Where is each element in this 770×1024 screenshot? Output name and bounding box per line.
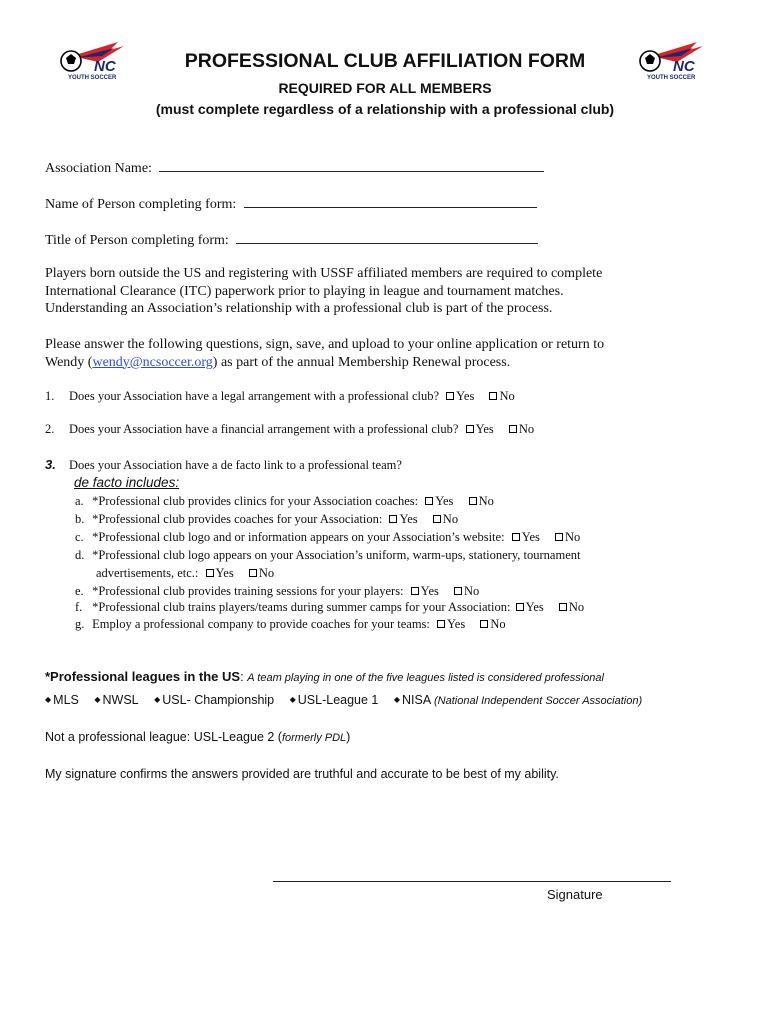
league-usl-championship [154,693,274,707]
subitem-d [75,548,580,563]
question-number: 2. [45,422,55,436]
intro-line-with-email [45,354,604,372]
leagues-heading-note: A team playing in one of the five leagues listed is considered professional [247,672,604,684]
intro-text: ) as part of the annual Membership Renewal process. [212,354,511,370]
no-label: No [490,617,506,631]
intro-paragraph-1 [45,265,602,318]
no-option[interactable] [555,530,580,544]
no-option[interactable] [469,494,494,508]
subitem-text: *Professional club provides coaches for your Association: [92,512,383,526]
professional-leagues-heading: *Professional leagues in the US: A team playing in one of the five leagues listed is considered professional [45,669,604,684]
email-link[interactable]: wendy@ncsoccer.org [92,354,213,370]
question-number: 3. [45,457,56,472]
yes-option[interactable] [437,617,465,631]
no-label: No [499,389,515,403]
league-name: NISA [402,693,431,707]
subitem-letter: a. [75,494,84,508]
no-label: No [464,584,480,598]
logo-subtext: YOUTH SOCCER [647,75,696,81]
subitem-a [75,494,494,509]
yes-label: Yes [435,494,454,508]
no-option[interactable] [433,512,458,526]
yes-option[interactable] [206,566,234,580]
checkbox-icon[interactable] [466,425,474,433]
diamond-bullet-icon: ◆ [45,695,52,704]
yes-label: Yes [447,617,466,631]
checkbox-icon[interactable] [437,620,445,628]
no-label: No [565,530,581,544]
subitem-text: Employ a professional company to provide coaches for your teams: [92,617,430,631]
yes-label: Yes [521,530,540,544]
leagues-heading-text: *Professional leagues in the US [45,669,241,684]
professional-leagues-list [45,693,654,707]
diamond-bullet-icon: ◆ [289,695,296,704]
association-name-field[interactable] [159,157,544,172]
subitem-letter: c. [75,530,84,544]
diamond-bullet-icon: ◆ [94,695,101,704]
no-label: No [568,600,585,614]
checkbox-icon[interactable] [489,392,497,400]
subitem-g [75,617,506,632]
no-label: No [442,512,459,526]
subitem-letter: f. [75,600,83,614]
checkbox-icon[interactable] [469,497,477,505]
subitem-f [75,600,584,615]
signature-confirmation: My signature confirms the answers provided are truthful and accurate to be best of my ability. [45,767,559,781]
not-pro-text: ) [346,730,351,744]
yes-label: Yes [399,512,418,526]
yes-option[interactable] [411,584,439,598]
intro-line: International Clearance (ITC) paperwork prior to playing in league and tournament matches. [45,283,564,299]
no-label: No [518,422,535,436]
yes-label: Yes [475,422,494,436]
subitem-letter: e. [75,584,84,598]
no-label: No [478,494,494,508]
checkbox-icon[interactable] [512,533,520,541]
checkbox-icon[interactable] [559,603,567,611]
subitem-d-continued [96,566,274,581]
league-nwsl [94,693,138,707]
yes-option[interactable] [466,422,494,436]
question-3 [45,457,402,473]
league-mls [45,693,79,707]
no-label: No [258,566,275,580]
person-name-label: Name of Person completing form: [45,197,237,212]
form-title: PROFESSIONAL CLUB AFFILIATION FORM [184,50,586,72]
signature-line[interactable] [273,881,671,882]
checkbox-icon[interactable] [446,392,454,400]
de-facto-label: de facto includes: [74,475,180,490]
subitem-text: *Professional club logo and or information appears on your Association’s website: [92,530,505,544]
subitem-text: *Professional club logo appears on your Association’s uniform, warm-ups, stationery, tournament [92,548,581,562]
yes-label: Yes [215,566,234,580]
question-number: 1. [45,389,55,403]
subitem-e [75,584,479,599]
checkbox-icon[interactable] [555,533,563,541]
diamond-bullet-icon: ◆ [393,695,401,704]
person-title-row [45,229,538,249]
question-1 [45,389,515,404]
logo-nc-text: NC [673,58,695,75]
no-option[interactable] [480,617,505,631]
checkbox-icon[interactable] [509,425,517,433]
league-usl-league-1 [290,693,379,707]
logo-subtext: YOUTH SOCCER [68,75,117,81]
yes-label: Yes [420,584,439,598]
checkbox-icon[interactable] [425,497,433,505]
subitem-letter: d. [75,548,85,562]
league-nisa [394,693,642,707]
checkbox-icon[interactable] [411,587,419,595]
league-name: NWSL [102,693,139,707]
no-option[interactable] [454,584,479,598]
diamond-bullet-icon: ◆ [154,695,161,704]
form-subtitle-required: REQUIRED FOR ALL MEMBERS [278,80,492,96]
checkbox-icon[interactable] [480,620,488,628]
checkbox-icon[interactable] [206,569,214,577]
no-option[interactable] [559,600,584,614]
subitem-letter: g. [75,617,85,631]
checkbox-icon[interactable] [249,569,257,577]
yes-label: Yes [456,389,475,403]
form-subtitle-note: (must complete regardless of a relationship with a professional club) [155,101,615,117]
checkbox-icon[interactable] [516,603,524,611]
league-name: USL- Championship [162,693,275,707]
not-professional-league [45,730,350,744]
subitem-b [75,512,458,527]
checkbox-icon[interactable] [454,587,462,595]
yes-option[interactable] [425,494,453,508]
yes-option[interactable] [446,389,474,403]
subitem-letter: b. [75,512,85,526]
question-text: Does your Association have a de facto link to a professional team? [69,458,402,472]
person-title-label: Title of Person completing form: [45,233,229,248]
person-name-row [45,193,537,213]
association-name-row [45,157,544,177]
checkbox-icon[interactable] [433,515,441,523]
yes-label: Yes [525,600,544,614]
signature-label: Signature [547,887,603,902]
nisa-note: (National Independent Soccer Association) [434,695,643,707]
intro-line: Players born outside the US and registering with USSF affiliated members are required to complete [45,266,603,281]
no-option[interactable] [509,422,534,436]
intro-text: Wendy ( [45,354,93,370]
intro-line: Understanding an Association’s relationship with a professional club is part of the process. [45,301,553,316]
league-name: MLS [53,693,79,707]
subitem-c [75,530,580,545]
yes-option[interactable] [389,512,417,526]
logo-nc-text: NC [94,58,116,75]
not-pro-text: Not a professional league: USL-League 2 ( [45,730,282,744]
no-option[interactable] [489,389,514,403]
yes-option[interactable] [516,600,544,614]
subitem-text: *Professional club trains players/teams during summer camps for your Association: [92,600,511,614]
not-pro-note: formerly PDL [281,732,347,744]
association-name-label: Association Name: [45,161,152,176]
question-2 [45,422,534,437]
person-title-field[interactable] [236,229,538,244]
yes-option[interactable] [512,530,540,544]
league-name: USL-League 1 [297,693,379,707]
question-text: Does your Association have a financial arrangement with a professional club? [69,422,459,436]
no-option[interactable] [249,566,274,580]
intro-paragraph-2 [45,336,604,371]
checkbox-icon[interactable] [389,515,397,523]
subitem-text: advertisements, etc.: [96,566,199,580]
intro-line: Please answer the following questions, sign, save, and upload to your online application or return to [45,337,605,352]
subitem-text: *Professional club provides training sessions for your players: [92,584,404,598]
subitem-text: *Professional club provides clinics for your Association coaches: [92,494,419,508]
question-text: Does your Association have a legal arrangement with a professional club? [69,389,440,403]
person-name-field[interactable] [244,193,537,208]
